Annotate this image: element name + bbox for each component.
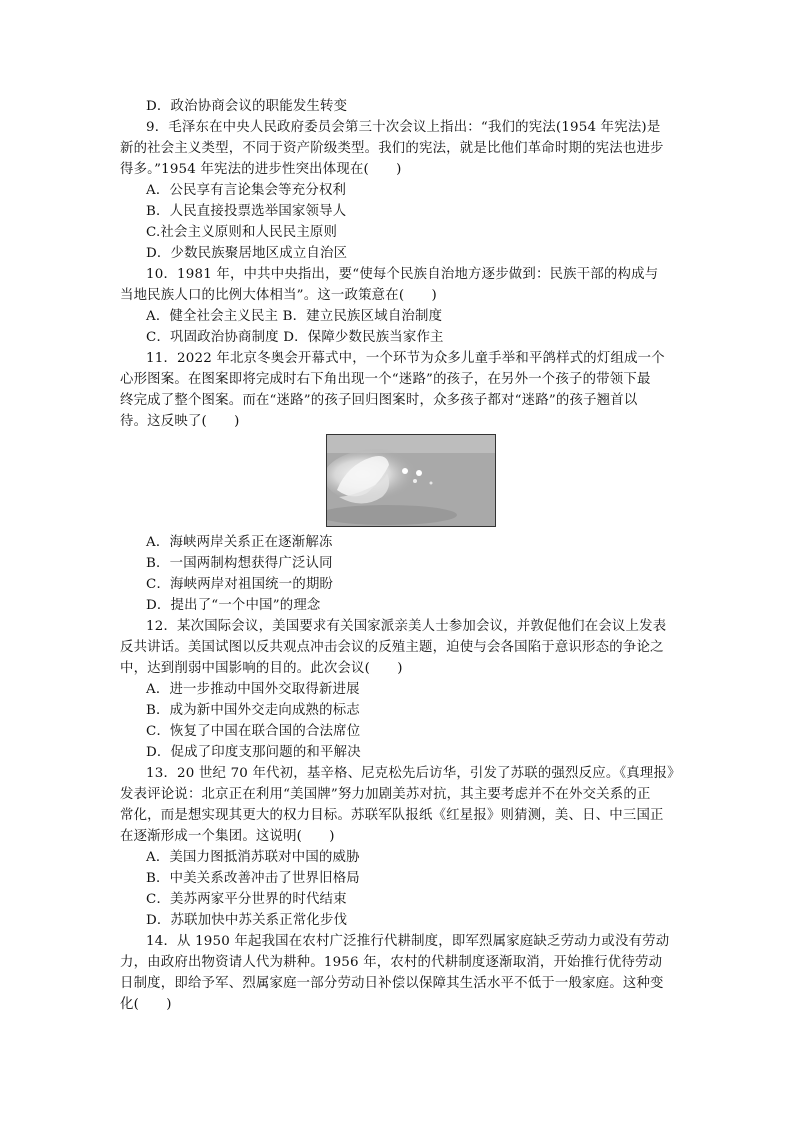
- q9-option-a: A．公民享有言论集会等充分权利: [146, 183, 347, 198]
- q13-option-b: B．中美关系改善冲击了世界旧格局: [146, 871, 360, 886]
- q10-options-ab: A．健全社会主义民主 B．建立民族区域自治制度: [146, 309, 443, 324]
- q13-option-a: A．美国力图抵消苏联对中国的威胁: [146, 850, 360, 865]
- q12-option-b: B．成为新中国外交走向成熟的标志: [146, 703, 360, 718]
- q11-option-d: D．提出了“一个中国”的理念: [146, 598, 321, 613]
- q12-stem-line-3: 中，达到削弱中国影响的目的。此次会议( ): [120, 661, 403, 676]
- q11-option-a: A．海峡两岸关系正在逐渐解冻: [146, 535, 333, 550]
- q12-stem-line-2: 反共讲话。美国试图以反共观点冲击会议的反殖主题，迫使与会各国陷于意识形态的争论之: [120, 640, 664, 655]
- q10-stem-line-2: 当地民族人口的比例大体相当”。这一政策意在( ): [120, 288, 437, 303]
- q12-option-d: D．促成了印度支那问题的和平解决: [146, 745, 361, 760]
- q14-stem-line-3: 日制度，即给予军、烈属家庭一部分劳动日补偿以保障其生活水平不低于一般家庭。这种变: [120, 976, 664, 991]
- q13-option-c: C．美苏两家平分世界的时代结束: [146, 892, 347, 907]
- q11-stem-line-2: 心形图案。在图案即将完成时右下角出现一个“迷路”的孩子，在另外一个孩子的带领下最: [120, 372, 651, 387]
- q11-stem-line-1: 11．2022 年北京冬奥会开幕式中，一个环节为众多儿童手举和平鸽样式的灯组成一个: [146, 351, 665, 366]
- q13-stem-line-1: 13．20 世纪 70 年代初，基辛格、尼克松先后访华，引发了苏联的强烈反应。《真理报》: [146, 766, 681, 781]
- q10-stem-line-1: 10．1981 年，中共中央指出，要“使每个民族自治地方逐步做到：民族干部的构成与: [146, 267, 659, 282]
- ceremony-photo: [326, 434, 496, 527]
- q14-stem-line-1: 14．从 1950 年起我国在农村广泛推行代耕制度，即军烈属家庭缺乏劳动力或没有劳动: [146, 934, 670, 949]
- q13-stem-line-3: 常化，而是想实现其更大的权力目标。苏联军队报纸《红星报》则猜测，美、日、中三国正: [120, 808, 664, 823]
- q9-option-c: C.社会主义原则和人民民主原则: [146, 225, 338, 240]
- q13-stem-line-4: 在逐渐形成一个集团。这说明( ): [120, 829, 335, 844]
- q11-option-b: B．一国两制构想获得广泛认同: [146, 556, 333, 571]
- q12-option-a: A．进一步推动中国外交取得新进展: [146, 682, 360, 697]
- q9-stem-line-1: 9．毛泽东在中央人民政府委员会第三十次会议上指出：“我们的宪法(1954 年宪法)是: [146, 120, 661, 135]
- q8-option-d: D．政治协商会议的职能发生转变: [146, 99, 348, 114]
- q11-option-c: C．海峡两岸对祖国统一的期盼: [146, 577, 334, 592]
- q12-stem-line-1: 12．某次国际会议，美国要求有关国家派亲美人士参加会议，并敦促他们在会议上发表: [146, 619, 667, 634]
- q13-option-d: D．苏联加快中苏关系正常化步伐: [146, 913, 348, 928]
- q14-stem-line-2: 力，由政府出物资请人代为耕种。1956 年，农村的代耕制度逐渐取消，开始推行优待劳动: [120, 955, 663, 970]
- q9-option-d: D．少数民族聚居地区成立自治区: [146, 246, 348, 261]
- q9-stem-line-3: 得多。”1954 年宪法的进步性突出体现在( ): [120, 162, 402, 177]
- q11-stem-line-4: 待。这反映了( ): [120, 414, 240, 429]
- q14-stem-line-4: 化( ): [120, 997, 172, 1012]
- q9-stem-line-2: 新的社会主义类型，不同于资产阶级类型。我们的宪法，就是比他们革命时期的宪法也进步: [120, 141, 664, 156]
- q12-option-c: C．恢复了中国在联合国的合法席位: [146, 724, 361, 739]
- q13-stem-line-2: 发表评论说：北京正在利用“美国牌”努力加剧美苏对抗，其主要考虑并不在外交关系的正: [120, 787, 651, 802]
- q9-option-b: B．人民直接投票选举国家领导人: [146, 204, 347, 219]
- q11-stem-line-3: 终完成了整个图案。而在“迷路”的孩子回归图案时，众多孩子都对“迷路”的孩子翘首以: [120, 393, 638, 408]
- ceremony-photo-graphic: [327, 435, 496, 527]
- q10-options-cd: C．巩固政治协商制度 D．保障少数民族当家作主: [146, 330, 444, 345]
